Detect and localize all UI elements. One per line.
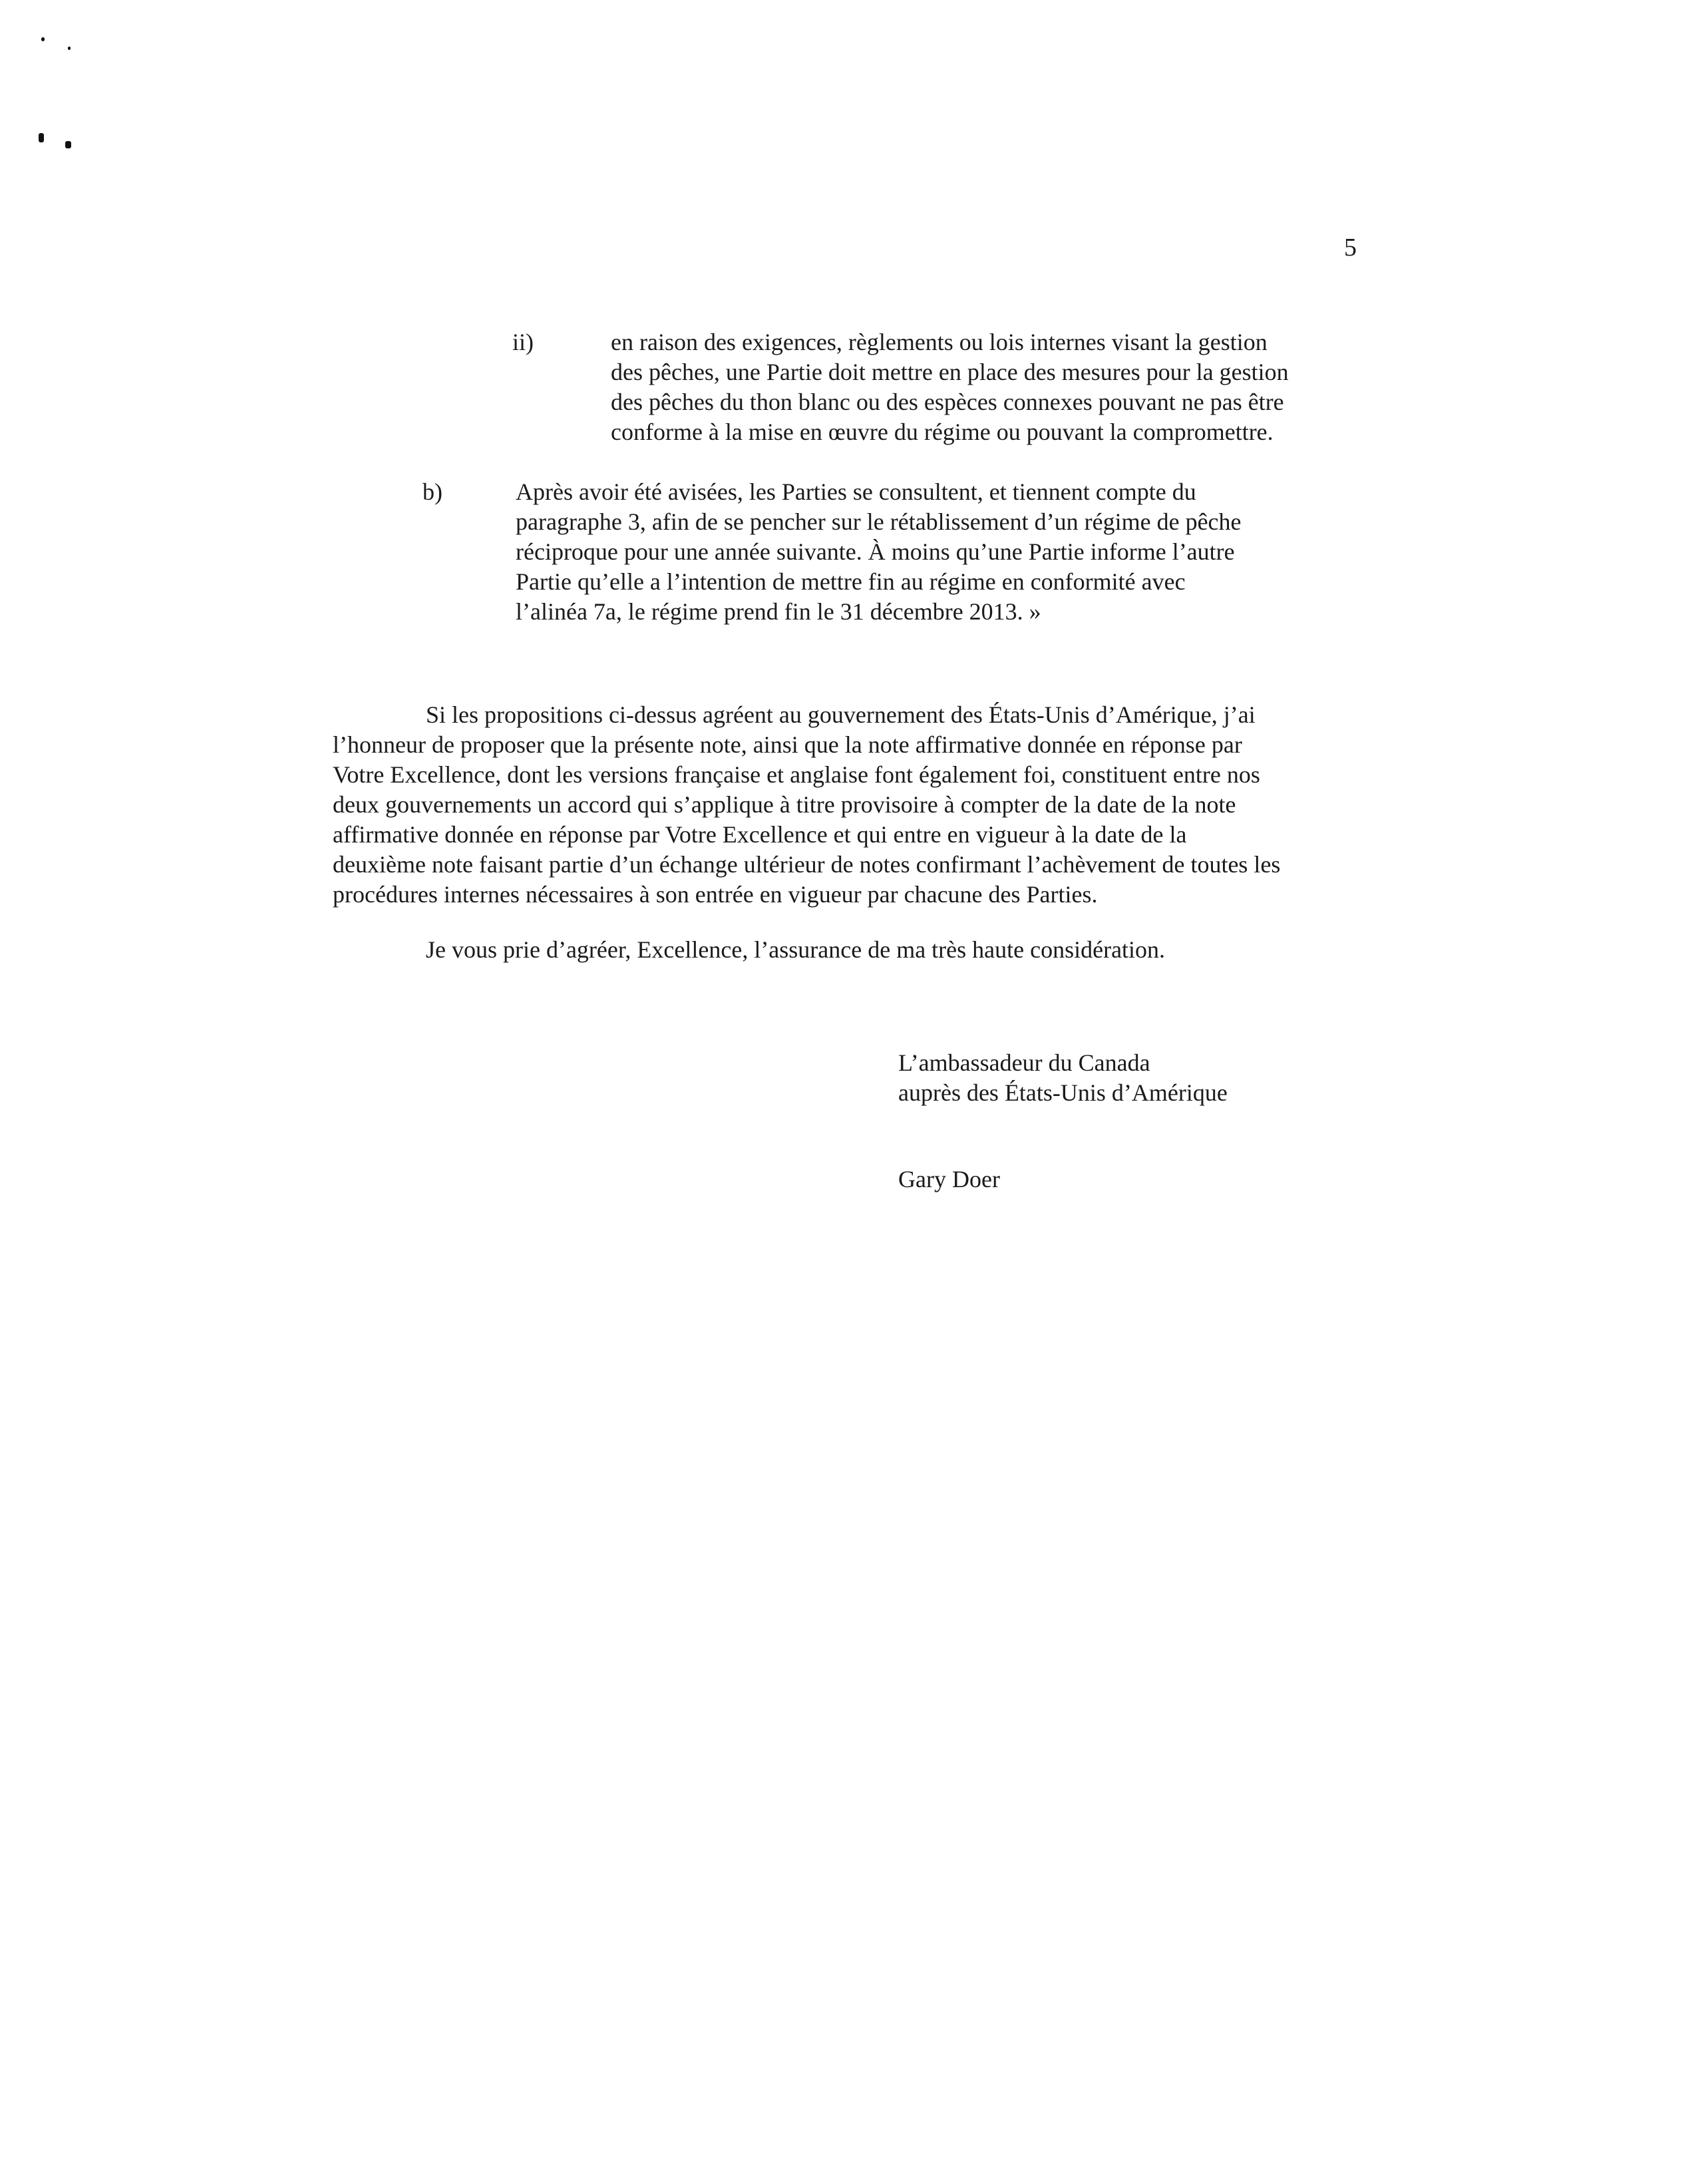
scan-speck xyxy=(68,47,71,50)
text-line: Partie qu’elle a l’intention de mettre fin au régime en conformité avec xyxy=(516,568,1186,595)
text-line: des pêches, une Partie doit mettre en place des mesures pour la gestion xyxy=(611,359,1289,385)
text-line: Après avoir été avisées, les Parties se consultent, et tiennent compte du xyxy=(516,478,1196,505)
page-number: 5 xyxy=(1344,234,1357,262)
text-line: l’alinéa 7a, le régime prend fin le 31 décembre 2013. » xyxy=(516,598,1041,625)
signatory-name-text: Gary Doer xyxy=(898,1166,1000,1192)
signatory-title-line: L’ambassadeur du Canada xyxy=(898,1049,1150,1076)
proposal-paragraph xyxy=(333,700,1397,910)
closing-paragraph xyxy=(333,935,1397,965)
item-b-text xyxy=(516,477,1397,627)
subitem-ii-text xyxy=(611,327,1396,447)
text-line: Je vous prie d’agréer, Excellence, l’assurance de ma très haute considération. xyxy=(426,936,1166,963)
text-line: deuxième note faisant partie d’un échange ultérieur de notes confirmant l’achèvement de toutes les xyxy=(333,851,1281,878)
text-line: Si les propositions ci-dessus agréent au gouvernement des États-Unis d’Amérique, j’ai xyxy=(426,701,1256,728)
text-line: conforme à la mise en œuvre du régime ou pouvant la compromettre. xyxy=(611,419,1273,445)
scan-speck xyxy=(39,133,44,142)
text-line: deux gouvernements un accord qui s’applique à titre provisoire à compter de la date de la note xyxy=(333,791,1236,818)
text-line: réciproque pour une année suivante. À moins qu’une Partie informe l’autre xyxy=(516,538,1235,565)
signatory-name xyxy=(898,1165,1431,1194)
text-line: affirmative donnée en réponse par Votre Excellence et qui entre en vigueur à la date de la xyxy=(333,821,1187,848)
scan-speck xyxy=(41,37,45,41)
text-line: paragraphe 3, afin de se pencher sur le rétablissement d’un régime de pêche xyxy=(516,508,1242,535)
signatory-title xyxy=(898,1048,1431,1108)
text-line: des pêches du thon blanc ou des espèces connexes pouvant ne pas être xyxy=(611,389,1284,415)
signatory-title-line: auprès des États-Unis d’Amérique xyxy=(898,1079,1228,1106)
scan-speck xyxy=(65,141,71,148)
text-line: procédures internes nécessaires à son entrée en vigueur par chacune des Parties. xyxy=(333,881,1098,908)
text-line: l’honneur de proposer que la présente note, ainsi que la note affirmative donnée en réponse par xyxy=(333,731,1242,758)
text-line: en raison des exigences, règlements ou lois internes visant la gestion xyxy=(611,329,1268,355)
item-b-label: b) xyxy=(422,478,442,505)
subitem-ii-label: ii) xyxy=(512,329,534,355)
text-line: Votre Excellence, dont les versions française et anglaise font également foi, constituent entre nos xyxy=(333,761,1260,788)
